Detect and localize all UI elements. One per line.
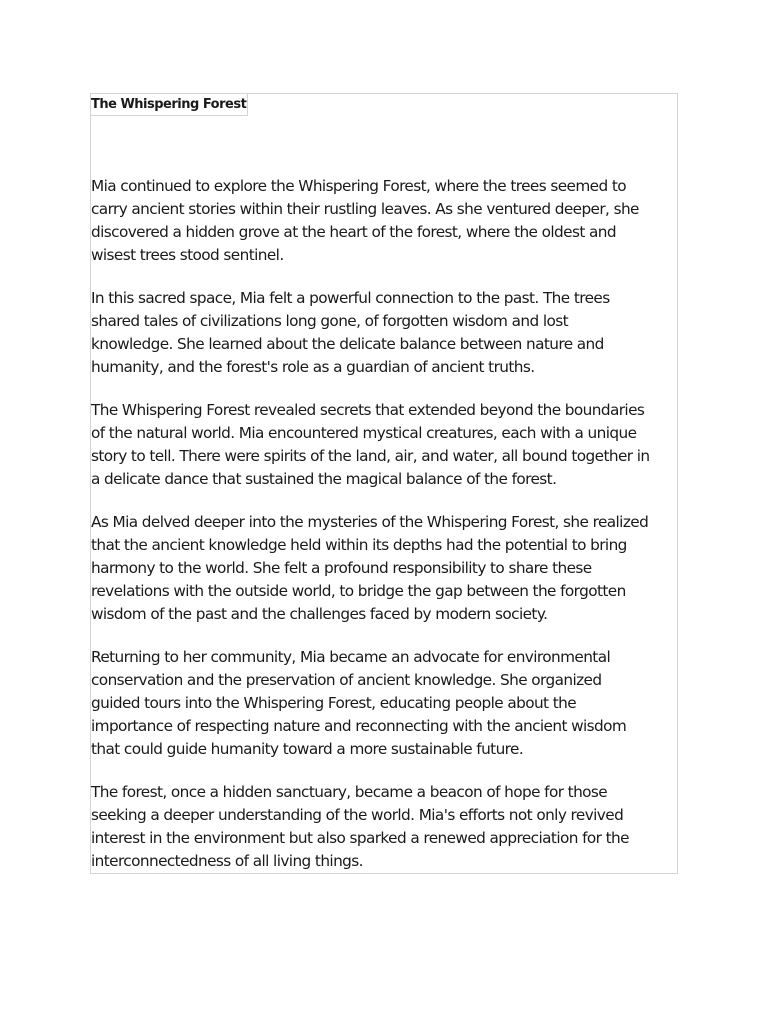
paragraph-6: The forest, once a hidden sanctuary, became a beacon of hope for those seeking a deeper understanding of the world. Mia's efforts not only revived interest in the environment but also sparked a renewed appreciation for the interconnectedness of all living things. — [91, 783, 629, 870]
paragraph-5: Returning to her community, Mia became an advocate for environmental conservation and the preservation of ancient knowledge. She organized guided tours into the Whispering Forest, educating people about the importance of respecting nature and reconnecting with the ancient wisdom that could guide humanity toward a more sustainable future. — [91, 648, 627, 758]
paragraph-4: As Mia delved deeper into the mysteries of the Whispering Forest, she realized that the ancient knowledge held within its depths had the potential to bring harmony to the world. She felt a profound responsibility to share these revelations with the outside world, to bridge the gap between the forgotten wisdom of the past and the challenges faced by modern society. — [91, 513, 649, 623]
document-title: The Whispering Forest — [90, 93, 248, 116]
document-body — [91, 175, 679, 893]
paragraph-2: In this sacred space, Mia felt a powerful connection to the past. The trees shared tales of civilizations long gone, of forgotten wisdom and lost knowledge. She learned about the delicate balance between nature and humanity, and the forest's role as a guardian of ancient truths. — [91, 289, 610, 376]
paragraph-3: The Whispering Forest revealed secrets that extended beyond the boundaries of the natural world. Mia encountered mystical creatures, each with a unique story to tell. There were spirits of the land, air, and water, all bound together in a delicate dance that sustained the magical balance of the forest. — [91, 401, 650, 488]
paragraph-1: Mia continued to explore the Whispering Forest, where the trees seemed to carry ancient stories within their rustling leaves. As she ventured deeper, she discovered a hidden grove at the heart of the forest, where the oldest and wisest trees stood sentinel. — [91, 177, 639, 264]
